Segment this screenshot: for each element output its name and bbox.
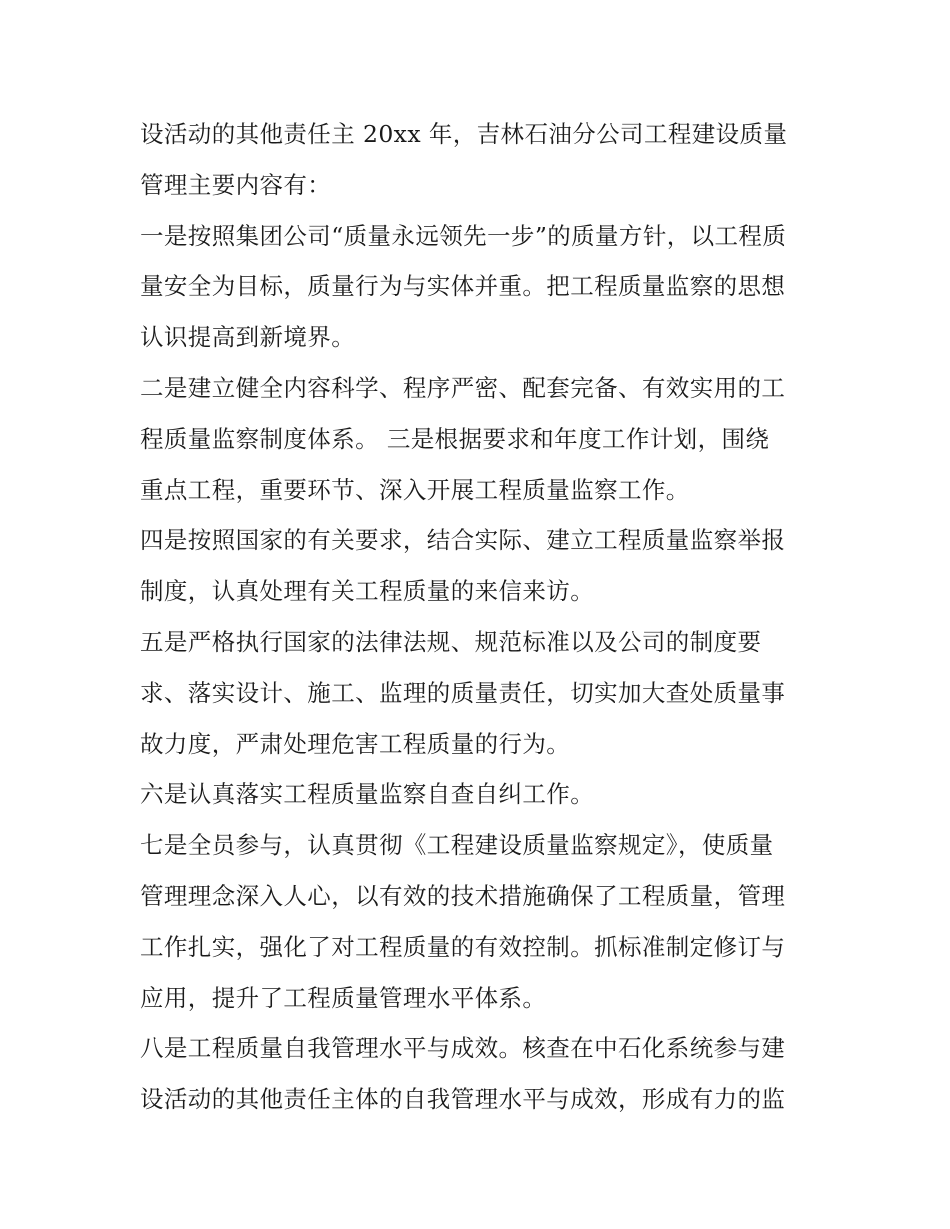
text-line: 认识提高到新境界。 <box>140 323 356 352</box>
text-line: 制度，认真处理有关工程质量的来信来访。 <box>140 577 595 606</box>
text-line: 管理主要内容有： <box>140 170 332 199</box>
text-line: 量安全为目标，质量行为与实体并重。把工程质量监察的思想 <box>140 272 786 301</box>
text-line: 六是认真落实工程质量监察自查自纠工作。 <box>140 780 595 809</box>
text-line: 重点工程，重要环节、深入开展工程质量监察工作。 <box>140 475 690 504</box>
text-line: 管理理念深入人心，以有效的技术措施确保了工程质量，管理 <box>140 881 786 910</box>
text-line: 故力度，严肃处理危害工程质量的行为。 <box>140 729 571 758</box>
text-line: 七是全员参与，认真贯彻《工程建设质量监察规定》，使质量 <box>140 831 774 860</box>
text-line: 五是严格执行国家的法律法规、规范标准以及公司的制度要 <box>140 627 762 656</box>
text-line: 应用，提升了工程质量管理水平体系。 <box>140 983 547 1012</box>
text-line: 程质量监察制度体系。 三是根据要求和年度工作计划，围绕 <box>140 424 770 453</box>
text-line: 四是按照国家的有关要求，结合实际、建立工程质量监察举报 <box>140 526 786 555</box>
text-line: 设活动的其他责任主 20xx 年，吉林石油分公司工程建设质量 <box>140 120 788 148</box>
text-line: 八是工程质量自我管理水平与成效。核查在中石化系统参与建 <box>140 1034 786 1063</box>
text-line: 工作扎实，强化了对工程质量的有效控制。抓标准制定修订与 <box>140 932 786 961</box>
text-line: 设活动的其他责任主体的自我管理水平与成效，形成有力的监 <box>140 1085 786 1114</box>
text-line: 二是建立健全内容科学、程序严密、配套完备、有效实用的工 <box>140 373 786 402</box>
document-page <box>140 109 820 1125</box>
text-line: 求、落实设计、施工、监理的质量责任，切实加大查处质量事 <box>140 678 786 707</box>
text-line: 一是按照集团公司“质量永远领先一步”的质量方针，以工程质 <box>140 221 787 250</box>
